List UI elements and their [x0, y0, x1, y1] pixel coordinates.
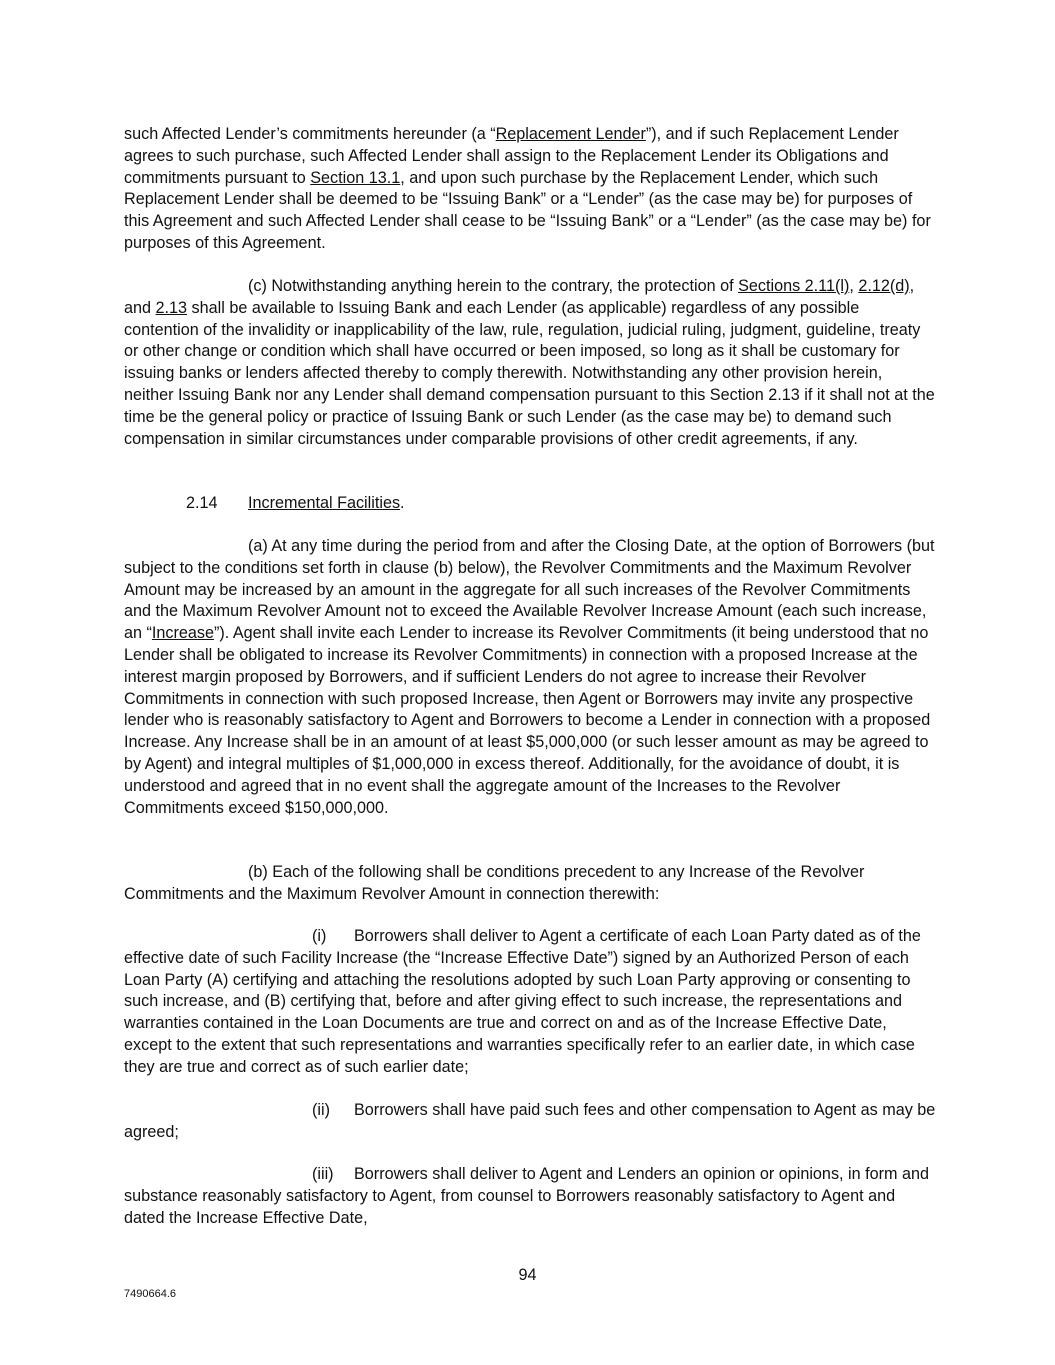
clause-label-ii: (ii)	[312, 1101, 330, 1119]
document-id: 7490664.6	[124, 1288, 176, 1300]
paragraph-a-increase	[124, 536, 936, 819]
text-run: , and	[124, 277, 915, 317]
defined-term-replacement-lender: Replacement Lender	[495, 125, 646, 143]
text-run: ”), and if such Replacement Lender agrees to such purchase, such Affected Lender shall assign to the Replacement Lender its Obligations and commitments pursuant to	[124, 125, 899, 187]
text-run: ,	[849, 277, 859, 295]
section-heading	[186, 493, 405, 515]
cross-reference-section-13-1: Section 13.1	[310, 168, 401, 187]
cross-reference-2-13: 2.13	[155, 298, 188, 317]
section-number: 2.14	[186, 494, 218, 512]
defined-term-increase: Increase	[151, 624, 214, 643]
text-run: Borrowers shall have paid such fees and other compensation to Agent as may be agreed;	[124, 1101, 936, 1141]
paragraph-condition-ii	[124, 1100, 936, 1144]
paragraph-condition-i	[124, 926, 936, 1079]
text-run: such Affected Lender’s commitments hereunder (a “	[124, 125, 496, 143]
text-run: (b) Each of the following shall be conditions precedent to any Increase of the Revolver Commitments and the Maximum Revolver Amount in connection therewith:	[124, 863, 865, 903]
text-run: (a) At any time during the period from and after the Closing Date, at the option of Borrowers (but subject to the conditions set forth in clause (b) below), the Revolver Commitments and the Maximum Revolver Amount may be increased by an amount in the aggregate for all such increases of the Revolver Commitments and the Maximum Revolver Amount not to exceed the Available Revolver Increase Amount (each such increase, an “	[124, 537, 935, 643]
section-title-period: .	[400, 494, 405, 512]
text-run: (c) Notwithstanding anything herein to the contrary, the protection of	[248, 277, 739, 295]
cross-reference-2-12-d: 2.12(d)	[858, 277, 910, 295]
section-title: Incremental Facilities	[248, 494, 401, 512]
clause-label-i: (i)	[312, 927, 327, 945]
page-number: 94	[518, 1266, 537, 1284]
paragraph-condition-iii	[124, 1164, 936, 1229]
cross-reference-sections-2-11-l: Sections 2.11(l)	[738, 277, 850, 295]
text-run: ”). Agent shall invite each Lender to increase its Revolver Commitments (it being understood that no Lender shall be obligated to increase its Revolver Commitments) in connection with a proposed Increase at the interest margin proposed by Borrowers, and if sufficient Lenders do not agree to increase their Revolver Commitments in connection with such proposed Increase, then Agent or Borrowers may invite any prospective lender who is reasonably satisfactory to Agent and Borrowers to become a Lender in connection with a proposed Increase. Any Increase shall be in an amount of at least $5,000,000 (or such lesser amount as may be agreed to by Agent) and integral multiples of $1,000,000 in excess thereof. Additionally, for the avoidance of doubt, it is understood and agreed that in no event shall the aggregate amount of the Increases to the Revolver Commitments exceed $150,000,000.	[124, 624, 931, 817]
text-run: shall be available to Issuing Bank and each Lender (as applicable) regardless of any possible contention of the invalidity or inapplicability of the law, rule, regulation, judicial ruling, judgment, guideline, treaty or other change or condition which shall have occurred or been imposed, so long as it shall be customary for issuing banks or lenders affected thereby to comply therewith. Notwithstanding any other provision herein, neither Issuing Bank nor any Lender shall demand compensation pursuant to this Section 2.13 if it shall not at the time be the general policy or practice of Issuing Bank or such Lender (as the case may be) to demand such compensation in similar circumstances under comparable provisions of other credit agreements, if any.	[124, 298, 935, 448]
text-run: Borrowers shall deliver to Agent a certificate of each Loan Party dated as of the effective date of such Facility Increase (the “Increase Effective Date”) signed by an Authorized Person of each Loan Party (A) certifying and attaching the resolutions adopted by such Loan Party approving or consenting to such increase, and (B) certifying that, before and after giving effect to such increase, the representations and warranties contained in the Loan Documents are true and correct on and as of the Increase Effective Date, except to the extent that such representations and warranties specifically refer to an earlier date, in which case they are true and correct as of such earlier date;	[124, 927, 921, 1076]
text-run: Borrowers shall deliver to Agent and Lenders an opinion or opinions, in form and substance reasonably satisfactory to Agent, from counsel to Borrowers reasonably satisfactory to Agent and dated the Increase Effective Date,	[124, 1165, 930, 1227]
clause-label-iii: (iii)	[312, 1165, 334, 1183]
paragraph-b-conditions	[124, 862, 936, 906]
paragraph-c-protection	[124, 276, 936, 450]
paragraph-replacement-lender	[124, 124, 936, 255]
text-run: , and upon such purchase by the Replacement Lender, which such Replacement Lender shall be deemed to be “Issuing Bank” or a “Lender” (as the case may be) for purposes of this Agreement and such Affected Lender shall cease to be “Issuing Bank” or a “Lender” (as the case may be) for purposes of this Agreement.	[124, 168, 931, 252]
